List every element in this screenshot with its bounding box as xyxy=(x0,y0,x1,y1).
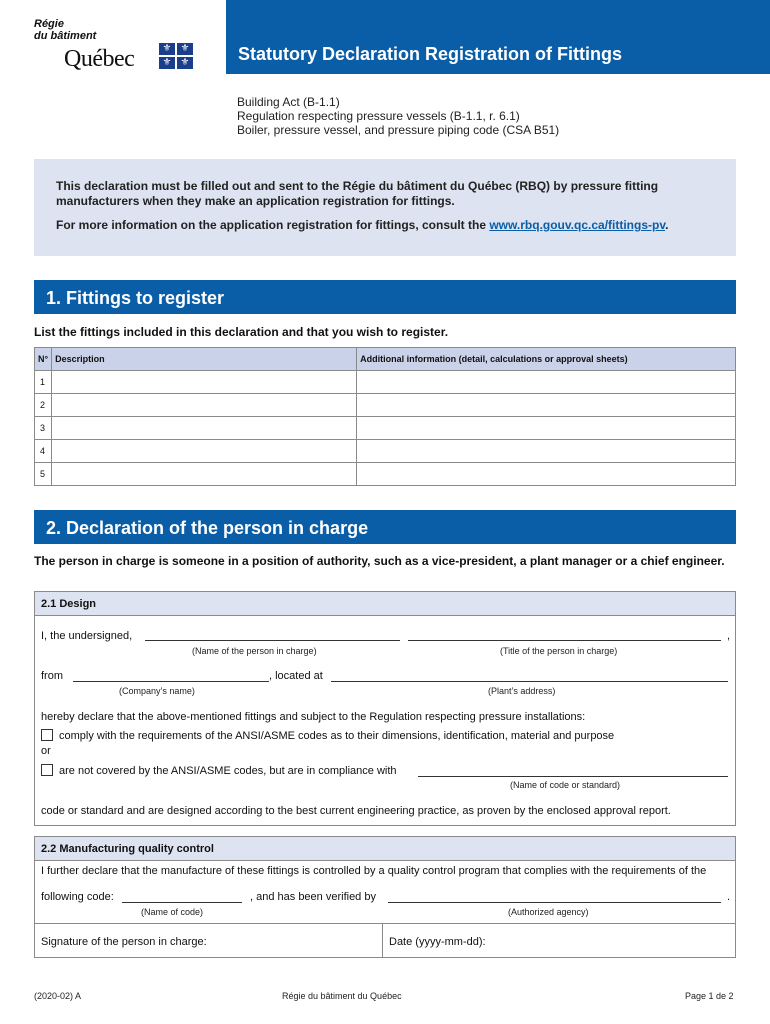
description-field[interactable] xyxy=(52,394,357,417)
logo-line2: du bâtiment xyxy=(34,30,97,42)
quality-code-field[interactable] xyxy=(122,902,242,903)
additional-info-field[interactable] xyxy=(357,440,736,463)
table-row xyxy=(35,440,736,463)
info-box xyxy=(34,159,736,256)
logo-quebec: Québec xyxy=(64,46,135,72)
option1-checkbox[interactable] xyxy=(41,729,53,741)
table-header-row xyxy=(35,348,736,371)
section1-intro: List the fittings included in this declaration and that you wish to register. xyxy=(34,325,449,339)
section2-title: 2. Declaration of the person in charge xyxy=(34,510,736,544)
caption-person-title: (Title of the person in charge) xyxy=(500,646,618,656)
located-label: , located at xyxy=(269,670,323,682)
info-paragraph: This declaration must be filled out and sent to the Régie du bâtiment du Québec (RBQ) by pressure fitting manufacturers when they make an application registration for fittings. xyxy=(56,179,659,208)
signature-field[interactable]: Signature of the person in charge: xyxy=(35,924,383,957)
or-text: or xyxy=(41,745,51,757)
quality-heading: 2.2 Manufacturing quality control xyxy=(35,837,735,861)
caption-agency: (Authorized agency) xyxy=(508,907,589,917)
quality-panel xyxy=(34,836,736,924)
row-number: 5 xyxy=(35,463,52,486)
from-label: from xyxy=(41,670,63,682)
info-period: . xyxy=(665,218,669,232)
design-heading: 2.1 Design xyxy=(35,592,735,616)
reference-item: Building Act (B-1.1) xyxy=(237,95,340,109)
row-number: 3 xyxy=(35,417,52,440)
description-field[interactable] xyxy=(52,417,357,440)
option2-label: are not covered by the ANSI/ASME codes, but are in compliance with xyxy=(59,765,397,777)
caption-company: (Company’s name) xyxy=(119,686,195,696)
reference-item: Regulation respecting pressure vessels (B-1.1, r. 6.1) xyxy=(237,109,520,123)
section2-intro: The person in charge is someone in a position of authority, such as a vice-president, a plant manager or a chief engineer. xyxy=(34,554,725,568)
additional-info-field[interactable] xyxy=(357,417,736,440)
table-row xyxy=(35,463,736,486)
table-row xyxy=(35,371,736,394)
table-row xyxy=(35,394,736,417)
footer-page-number: Page 1 de 2 xyxy=(685,991,734,1001)
design-panel xyxy=(34,591,736,826)
signature-row xyxy=(34,923,736,958)
option2-checkbox[interactable] xyxy=(41,764,53,776)
row-number: 4 xyxy=(35,440,52,463)
quality-text: I further declare that the manufacture of these fittings is controlled by a quality control program that complies with the requirements of the xyxy=(41,865,707,877)
additional-info-field[interactable] xyxy=(357,394,736,417)
person-name-field[interactable] xyxy=(145,640,400,641)
authorized-agency-field[interactable] xyxy=(388,902,721,903)
row-number: 1 xyxy=(35,371,52,394)
col-description: Description xyxy=(52,348,357,371)
closing-text: code or standard and are designed according to the best current engineering practice, as proven by the enclosed approval report. xyxy=(41,805,671,817)
code-standard-field[interactable] xyxy=(418,776,728,777)
footer-version: (2020-02) A xyxy=(34,991,82,1001)
legal-references xyxy=(237,95,559,137)
caption-address: (Plant’s address) xyxy=(488,686,556,696)
info-text: For more information on the application registration for fittings, consult the xyxy=(56,218,490,232)
following-code-label: following code: xyxy=(41,891,114,903)
caption-code-standard: (Name of code or standard) xyxy=(510,780,621,790)
row-number: 2 xyxy=(35,394,52,417)
col-additional-info: Additional information (detail, calculations or approval sheets) xyxy=(357,348,736,371)
person-title-field[interactable] xyxy=(408,640,721,641)
verified-label: , and has been verified by xyxy=(250,891,376,903)
reference-item: Boiler, pressure vessel, and pressure piping code (CSA B51) xyxy=(237,123,560,137)
additional-info-field[interactable] xyxy=(357,463,736,486)
option1-label: comply with the requirements of the ANSI/ASME codes as to their dimensions, identification, material and purpose xyxy=(59,730,615,742)
description-field[interactable] xyxy=(52,463,357,486)
additional-info-field[interactable] xyxy=(357,371,736,394)
comma-text: , xyxy=(727,630,731,642)
info-paragraph-link xyxy=(56,218,714,233)
table-row xyxy=(35,417,736,440)
period-text: . xyxy=(727,891,731,903)
undersigned-label: I, the undersigned, xyxy=(41,630,133,642)
hereby-text: hereby declare that the above-mentioned fittings and subject to the Regulation respecting pressure installations: xyxy=(41,711,586,723)
description-field[interactable] xyxy=(52,371,357,394)
rbq-fittings-link[interactable]: www.rbq.gouv.qc.ca/fittings-pv xyxy=(489,218,666,232)
fittings-table xyxy=(34,347,736,486)
company-name-field[interactable] xyxy=(73,681,269,682)
description-field[interactable] xyxy=(52,440,357,463)
date-field[interactable]: Date (yyyy-mm-dd): xyxy=(389,936,486,948)
quebec-flag-icon: ⚜ ⚜ ⚜ ⚜ xyxy=(159,43,195,69)
logo-line1: Régie xyxy=(34,18,64,30)
plant-address-field[interactable] xyxy=(331,681,728,682)
rbq-logo xyxy=(34,18,214,78)
caption-person-name: (Name of the person in charge) xyxy=(192,646,317,656)
section1-title: 1. Fittings to register xyxy=(34,280,736,314)
page-title: Statutory Declaration Registration of Fittings xyxy=(238,44,623,64)
caption-quality-code: (Name of code) xyxy=(141,907,204,917)
col-number: N° xyxy=(35,348,52,371)
footer-organization: Régie du bâtiment du Québec xyxy=(282,991,402,1001)
title-band xyxy=(226,0,770,74)
